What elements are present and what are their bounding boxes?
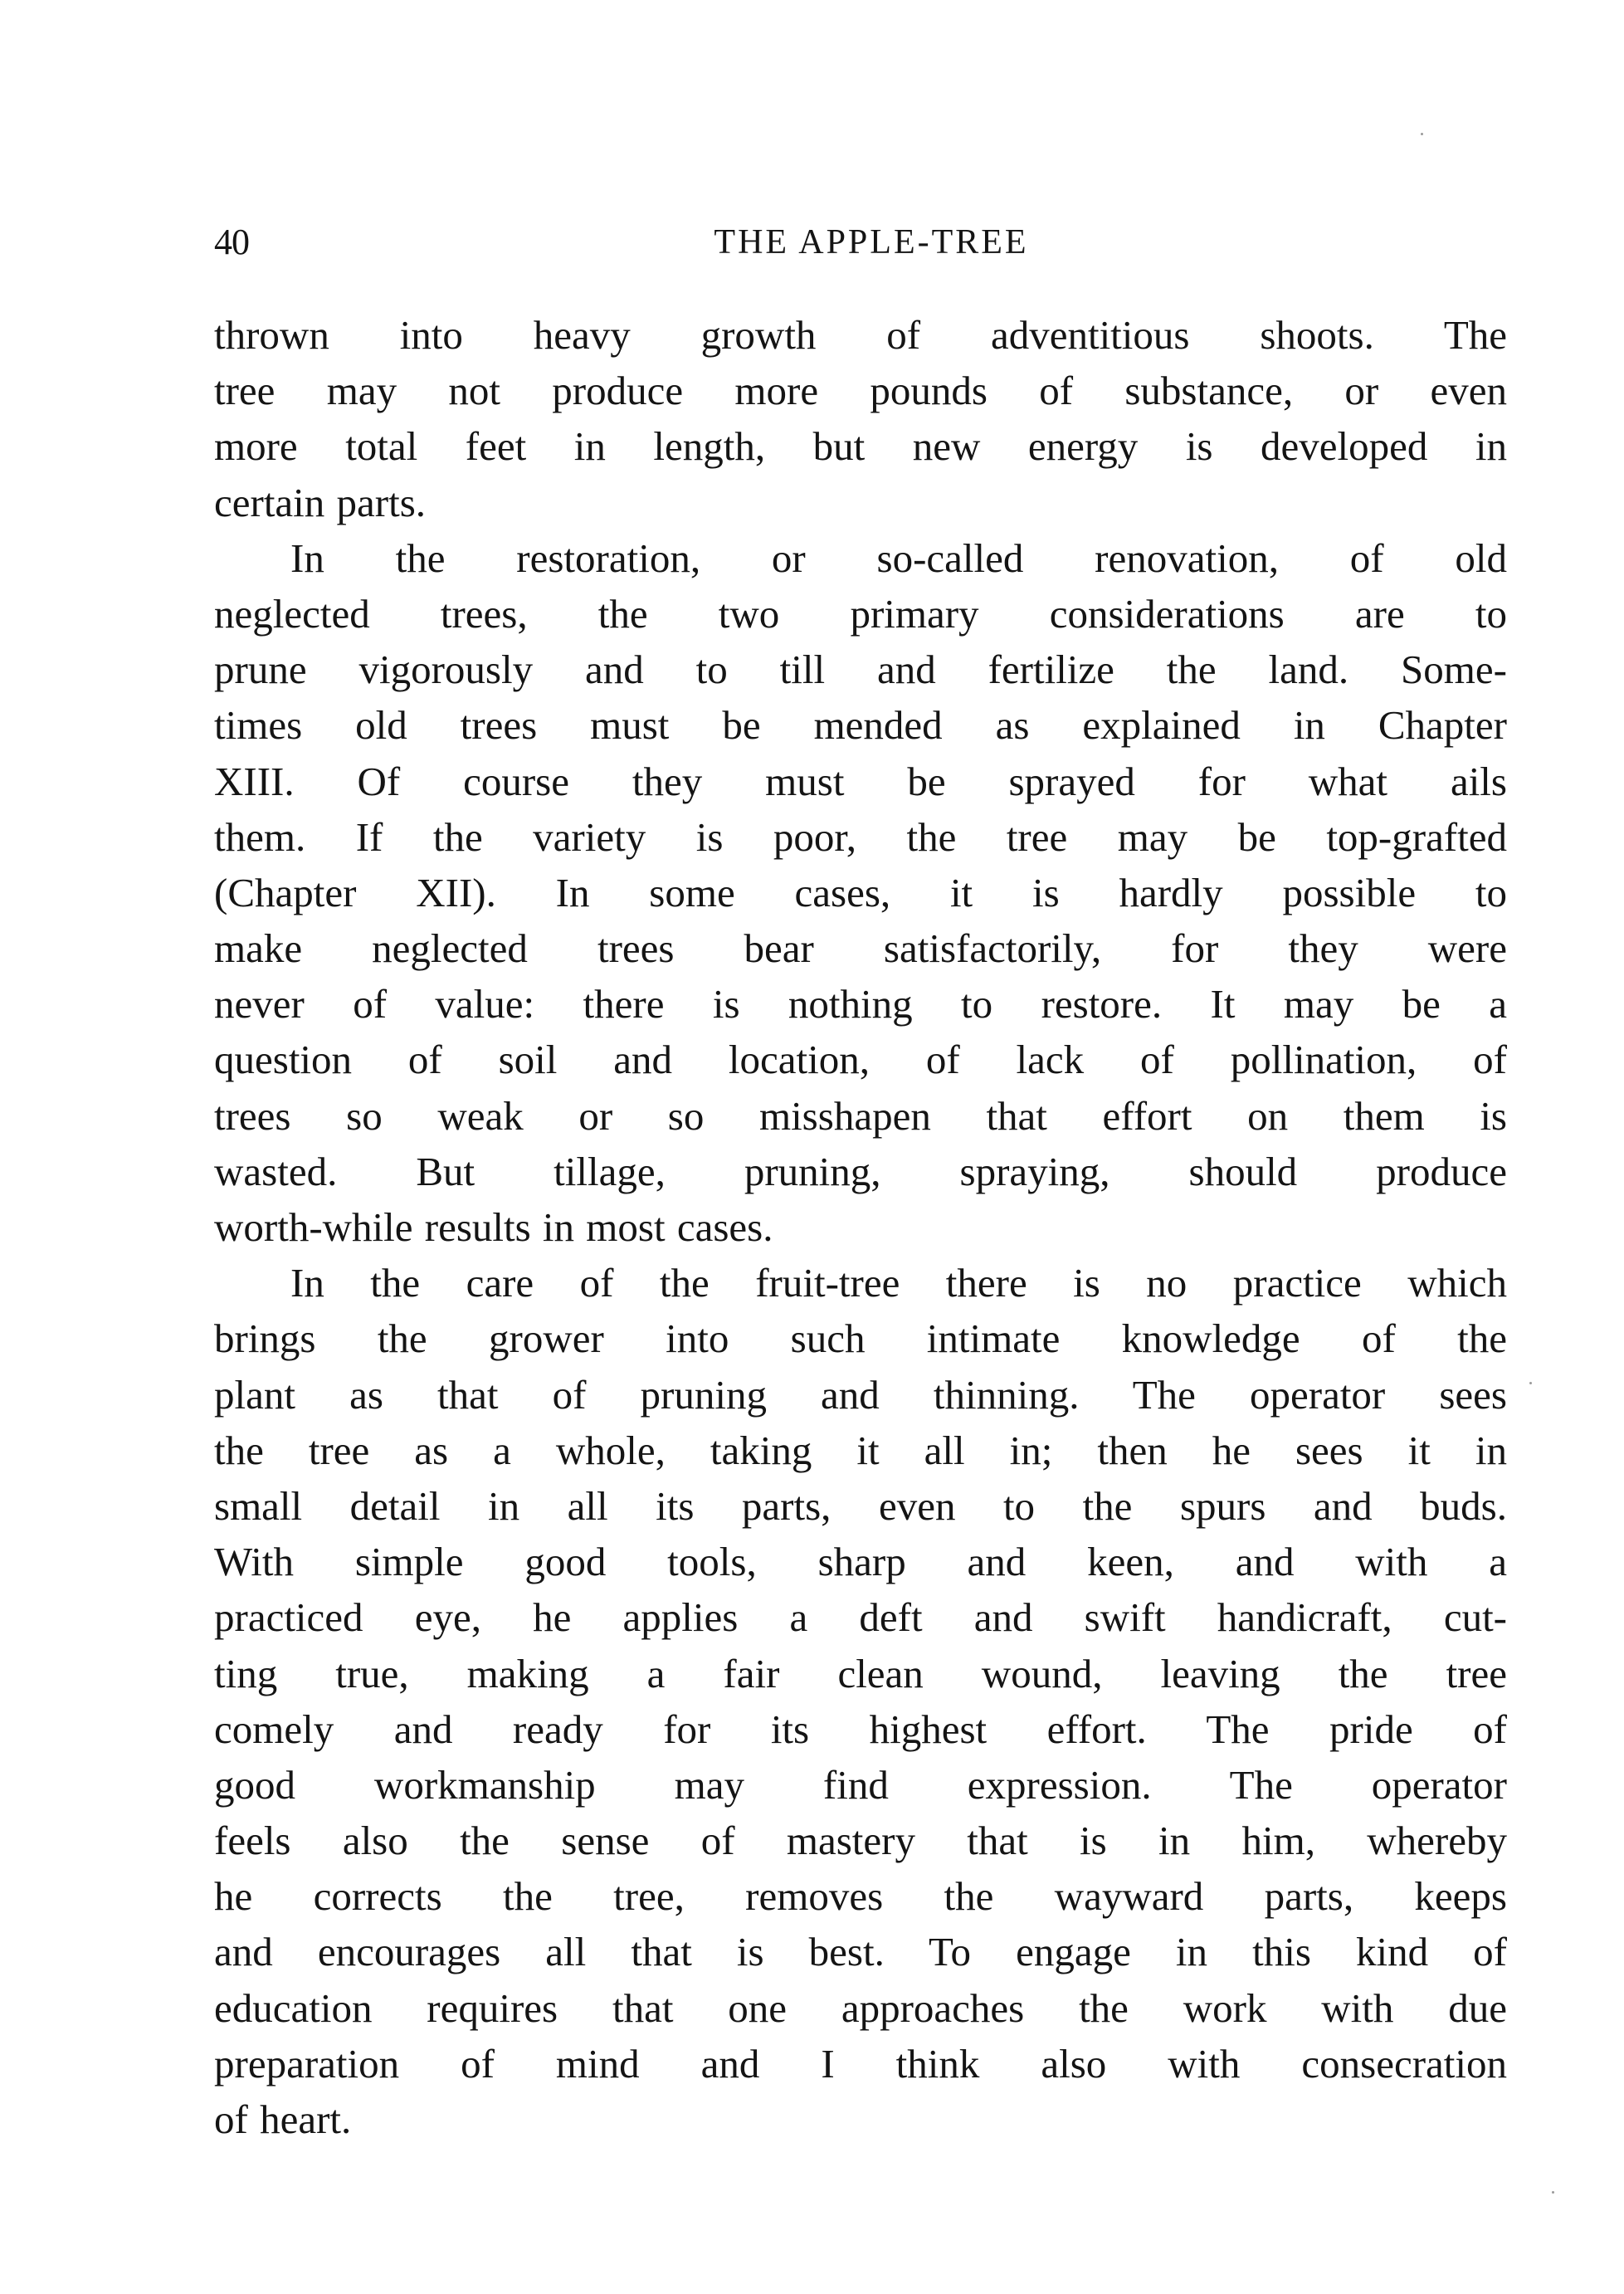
paragraph [214, 1255, 1507, 2147]
page-header [214, 217, 1507, 267]
paragraph [214, 307, 1507, 530]
text-line: good workmanship may find expression. The operator [214, 1761, 1507, 1808]
text-line: times old trees must be mended as explained in Chapter [214, 702, 1507, 749]
text-line: them. If the variety is poor, the tree may be top-grafted [214, 813, 1507, 860]
text-line: trees so weak or so misshapen that effort on them is [214, 1092, 1507, 1139]
running-title: THE APPLE-TREE [714, 223, 1029, 261]
text-line: comely and ready for its highest effort. The pride of [214, 1706, 1507, 1752]
scan-speck [1529, 1382, 1532, 1384]
text-line: preparation of mind and I think also with consecration [214, 2040, 1507, 2087]
text-line: and encourages all that is best. To engage in this kind of [214, 1929, 1507, 1975]
text-line: never of value: there is nothing to restore. It may be a [214, 981, 1507, 1027]
paragraph [214, 530, 1507, 1255]
text-line: XIII. Of course they must be sprayed for what ails [214, 758, 1507, 804]
text-line: wasted. But tillage, pruning, spraying, should produce [214, 1148, 1507, 1194]
text-line: practiced eye, he applies a deft and swift handicraft, cut- [214, 1594, 1507, 1641]
text-line: thrown into heavy growth of adventitious shoots. The [214, 312, 1507, 358]
text-line: In the care of the fruit-tree there is no practice which [290, 1260, 1507, 1306]
body-text [214, 307, 1507, 2147]
text-line: question of soil and location, of lack of pollination, of [214, 1037, 1507, 1083]
text-line: of heart. [214, 2096, 352, 2142]
text-line: plant as that of pruning and thinning. The operator sees [214, 1371, 1507, 1418]
text-line: he corrects the tree, removes the wayward parts, keeps [214, 1873, 1507, 1920]
text-line: neglected trees, the two primary considerations are to [214, 590, 1507, 637]
text-line: certain parts. [214, 479, 427, 525]
text-line: prune vigorously and to till and fertilize the land. Some- [214, 647, 1507, 693]
text-line: more total feet in length, but new energy is developed in [214, 423, 1507, 470]
page-number: 40 [214, 222, 249, 262]
text-line: ting true, making a fair clean wound, leaving the tree [214, 1650, 1507, 1696]
text-line: education requires that one approaches the work with due [214, 1984, 1507, 2031]
text-line: small detail in all its parts, even to the spurs and buds. [214, 1482, 1507, 1529]
text-line: (Chapter XII). In some cases, it is hardly possible to [214, 869, 1507, 915]
text-line: feels also the sense of mastery that is in him, whereby [214, 1818, 1507, 1864]
scan-speck [1552, 2191, 1554, 2194]
text-line: the tree as a whole, taking it all in; then he sees it in [214, 1427, 1507, 1473]
text-line: make neglected trees bear satisfactorily, for they were [214, 925, 1507, 972]
scan-speck [1421, 133, 1423, 135]
text-line: In the restoration, or so-called renovation, of old [290, 534, 1507, 581]
text-line: worth-while results in most cases. [214, 1204, 773, 1250]
text-line: With simple good tools, sharp and keen, and with a [214, 1539, 1507, 1585]
text-line: brings the grower into such intimate knowledge of the [214, 1315, 1507, 1362]
text-line: tree may not produce more pounds of substance, or even [214, 368, 1507, 414]
